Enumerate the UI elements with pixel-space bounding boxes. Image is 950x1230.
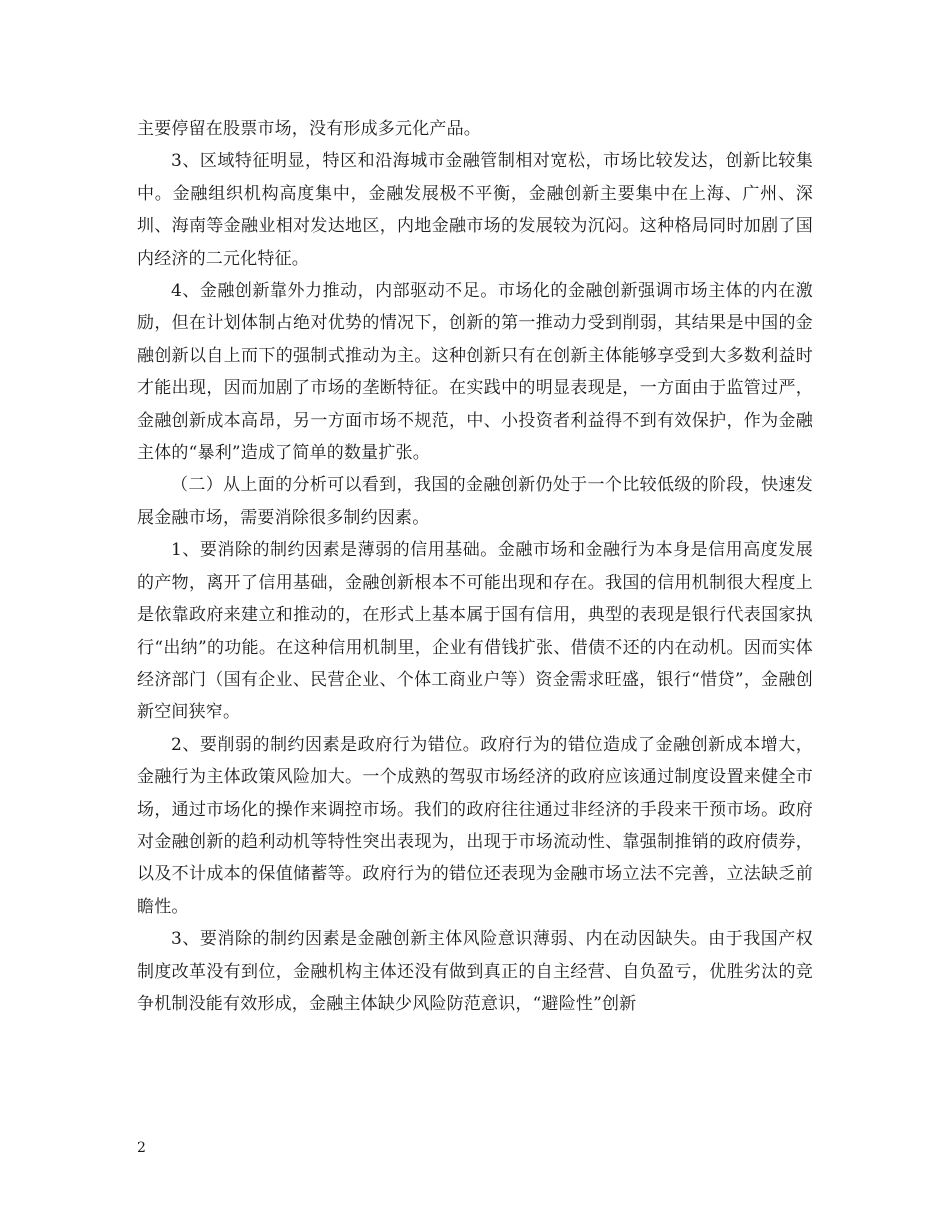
paragraph-2: 3、区域特征明显，特区和沿海城市金融管制相对宽松，市场比较发达，创新比较集中。金融组织机构高度集中，金融发展极不平衡，金融创新主要集中在上海、广州、深圳、海南等金融业相对发达地区，内地金融市场的发展较为沉闷。这种格局同时加剧了国内经济的二元化特征。: [137, 151, 813, 269]
paragraph-7: 3、要消除的制约因素是金融创新主体风险意识薄弱、内在动因缺失。由于我国产权制度改革没有到位，金融机构主体还没有做到真正的自主经营、自负盈亏，优胜劣汰的竞争机制没能有效形成，金融主体缺少风险防范意识，“避险性”创新: [137, 929, 813, 1014]
paragraph-4: （二）从上面的分析可以看到，我国的金融创新仍处于一个比较低级的阶段，快速发展金融市场，需要消除很多制约因素。: [137, 475, 813, 528]
page-number: 2: [137, 1140, 146, 1156]
paragraph-3: 4、金融创新靠外力推动，内部驱动不足。市场化的金融创新强调市场主体的内在激励，但在计划体制占绝对优势的情况下，创新的第一推动力受到削弱，其结果是中国的金融创新以自上而下的强制式推动为主。这种创新只有在创新主体能够享受到大多数利益时才能出现，因而加剧了市场的垄断特征。在实践中的明显表现是，一方面由于监管过严，金融创新成本高昂，另一方面市场不规范，中、小投资者利益得不到有效保护，作为金融主体的“暴利”造成了简单的数量扩张。: [137, 281, 813, 464]
paragraph-5: 1、要消除的制约因素是薄弱的信用基础。金融市场和金融行为本身是信用高度发展的产物，离开了信用基础，金融创新根本不可能出现和存在。我国的信用机制很大程度上是依靠政府来建立和推动的，在形式上基本属于国有信用，典型的表现是银行代表国家执行“出纳”的功能。在这种信用机制里，企业有借钱扩张、借债不还的内在动机。因而实体经济部门（国有企业、民营企业、个体工商业户等）资金需求旺盛，银行“惜贷”，金融创新空间狭窄。: [137, 540, 813, 723]
paragraph-6: 2、要削弱的制约因素是政府行为错位。政府行为的错位造成了金融创新成本增大，金融行为主体政策风险加大。一个成熟的驾驭市场经济的政府应该通过制度设置来健全市场，通过市场化的操作来调控市场。我们的政府往往通过非经济的手段来干预市场。政府对金融创新的趋利动机等特性突出表现为，出现于市场流动性、靠强制推销的政府债券，以及不计成本的保值储蓄等。政府行为的错位还表现为金融市场立法不完善，立法缺乏前瞻性。: [137, 734, 813, 917]
paragraph-1: 主要停留在股票市场，没有形成多元化产品。: [137, 119, 481, 139]
body-text: [137, 113, 813, 1020]
